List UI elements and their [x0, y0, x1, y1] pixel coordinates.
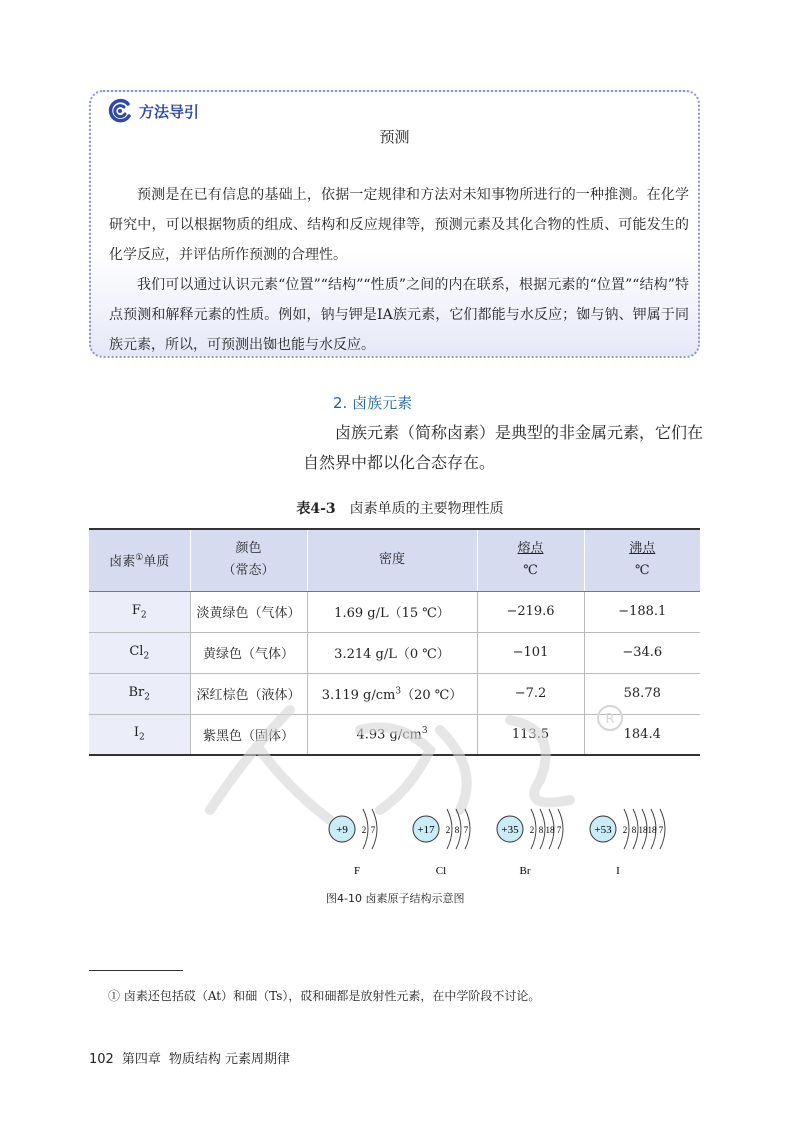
- shell-electron-count: 2: [622, 825, 628, 835]
- atom-label: Cl: [435, 865, 447, 877]
- chapter-title: 物质结构 元素周期律: [168, 1052, 290, 1067]
- header-density: 密度: [307, 529, 477, 591]
- method-guide-label: 方法导引: [139, 102, 200, 121]
- nucleus-charge: +17: [417, 824, 435, 836]
- header-element: 卤素①单质: [89, 529, 190, 591]
- cell-density: 3.119 $g/cm^3(20$ ℃）: [307, 673, 477, 714]
- header-color: 颜色 （常态）: [190, 529, 307, 591]
- table-number: 表4-3: [296, 501, 336, 517]
- shell-electron-count: 7: [658, 825, 664, 835]
- shell-electron-count: 8: [454, 825, 460, 835]
- shell-electron-count: 7: [556, 825, 562, 835]
- halogen-properties-table: [89, 528, 700, 756]
- page-footer: [89, 1048, 298, 1067]
- method-guide-box: [89, 90, 700, 358]
- nucleus-charge: +35: [501, 824, 519, 836]
- shell-electron-count: 18: [545, 825, 555, 835]
- shell-electron-count: 18: [638, 825, 648, 835]
- shell-electron-count: 7: [370, 825, 376, 835]
- nucleus-charge: +53: [594, 824, 612, 836]
- method-guide-paragraph: 预测是在已有信息的基础上，依据一定规律和方法对未知事物所进行的一种推测。在化学研究中，可以根据物质的组成、结构和反应规律等，预测元素及其化合物的性质、可能发生的化学反应，并评估所作预测的合理性。: [109, 187, 689, 263]
- footnote: ① 卤素还包括砹（At）和鿬（Ts），砹和鿬都是放射性元素，在中学阶段不讨论。: [108, 989, 541, 1003]
- shell-electron-count: 8: [631, 825, 637, 835]
- svg-text:R: R: [605, 712, 615, 727]
- cell-element: $Cl_2$: [89, 632, 190, 673]
- cell-melting-point: −101: [477, 632, 584, 673]
- atom-diagram-cl: [413, 809, 470, 877]
- footnote-divider: [89, 970, 183, 971]
- method-guide-header: [107, 98, 199, 124]
- header-boiling-point: 沸点 ℃: [584, 529, 700, 591]
- method-guide-text: [109, 180, 689, 360]
- shell-electron-count: 2: [529, 825, 535, 835]
- figure-caption: 图4-10 卤素原子结构示意图: [326, 892, 465, 905]
- table-row: [89, 673, 700, 714]
- cell-color: 淡黄绿色（气体）: [190, 591, 307, 632]
- table-header-row: [89, 529, 700, 591]
- cell-element: $F_2$: [89, 591, 190, 632]
- cell-boiling-point: −188.1: [584, 591, 700, 632]
- cell-boiling-point: −34.6: [584, 632, 700, 673]
- table-caption: [0, 498, 800, 518]
- cell-color: 紫黑色（固体）: [190, 714, 307, 755]
- section-heading: 2. 卤族元素: [333, 394, 413, 412]
- halogen-atomic-structure-diagram: [320, 800, 700, 880]
- section-body: [303, 418, 703, 478]
- header-melting-point: 熔点 ℃: [477, 529, 584, 591]
- cell-element: $I_2$: [89, 714, 190, 755]
- shell-electron-count: 8: [538, 825, 544, 835]
- cell-density: 4.93 $g/cm^3$: [307, 714, 477, 755]
- method-guide-title: 预测: [379, 128, 410, 146]
- nucleus-charge: +9: [336, 824, 348, 836]
- atom-label: Br: [519, 865, 531, 877]
- atom-diagram-f: [329, 809, 377, 877]
- method-guide-icon: [107, 98, 133, 124]
- cell-melting-point: −7.2: [477, 673, 584, 714]
- cell-color: 黄绿色（气体）: [190, 632, 307, 673]
- cell-boiling-point: 58.78: [584, 673, 700, 714]
- chapter-number: 第四章: [121, 1052, 161, 1067]
- cell-melting-point: 113.5: [477, 714, 584, 755]
- cell-color: 深红棕色（液体）: [190, 673, 307, 714]
- cell-density: 3.214 g/L（0 ℃）: [307, 632, 477, 673]
- shell-electron-count: 2: [445, 825, 451, 835]
- table-row: [89, 632, 700, 673]
- shell-electron-count: 7: [463, 825, 469, 835]
- atom-diagram-i: [590, 809, 665, 877]
- section-body-text: 卤族元素（简称卤素）是典型的非金属元素，它们在自然界中都以化合态存在。: [303, 423, 704, 472]
- cell-density: 1.69 g/L（15 ℃）: [307, 591, 477, 632]
- atom-label: F: [353, 865, 361, 877]
- shell-electron-count: 18: [647, 825, 657, 835]
- table-row: [89, 714, 700, 755]
- method-guide-paragraph: 我们可以通过认识元素“位置”“结构”“性质”之间的内在联系，根据元素的“位置”“结构”特点预测和解释元素的性质。例如，钠与钾是ⅠA族元素，它们都能与水反应；铷与钠、钾属于同族元素，所以，可预测出铷也能与水反应。: [109, 277, 689, 353]
- atom-diagram-br: [497, 809, 563, 877]
- shell-electron-count: 2: [361, 825, 367, 835]
- cell-element: $Br_2$: [89, 673, 190, 714]
- table-title: 卤素单质的主要物理性质: [349, 501, 504, 517]
- cell-boiling-point: 184.4: [584, 714, 700, 755]
- cell-melting-point: −219.6: [477, 591, 584, 632]
- page-number: 102: [89, 1052, 114, 1067]
- atom-label: I: [616, 865, 620, 877]
- table-row: [89, 591, 700, 632]
